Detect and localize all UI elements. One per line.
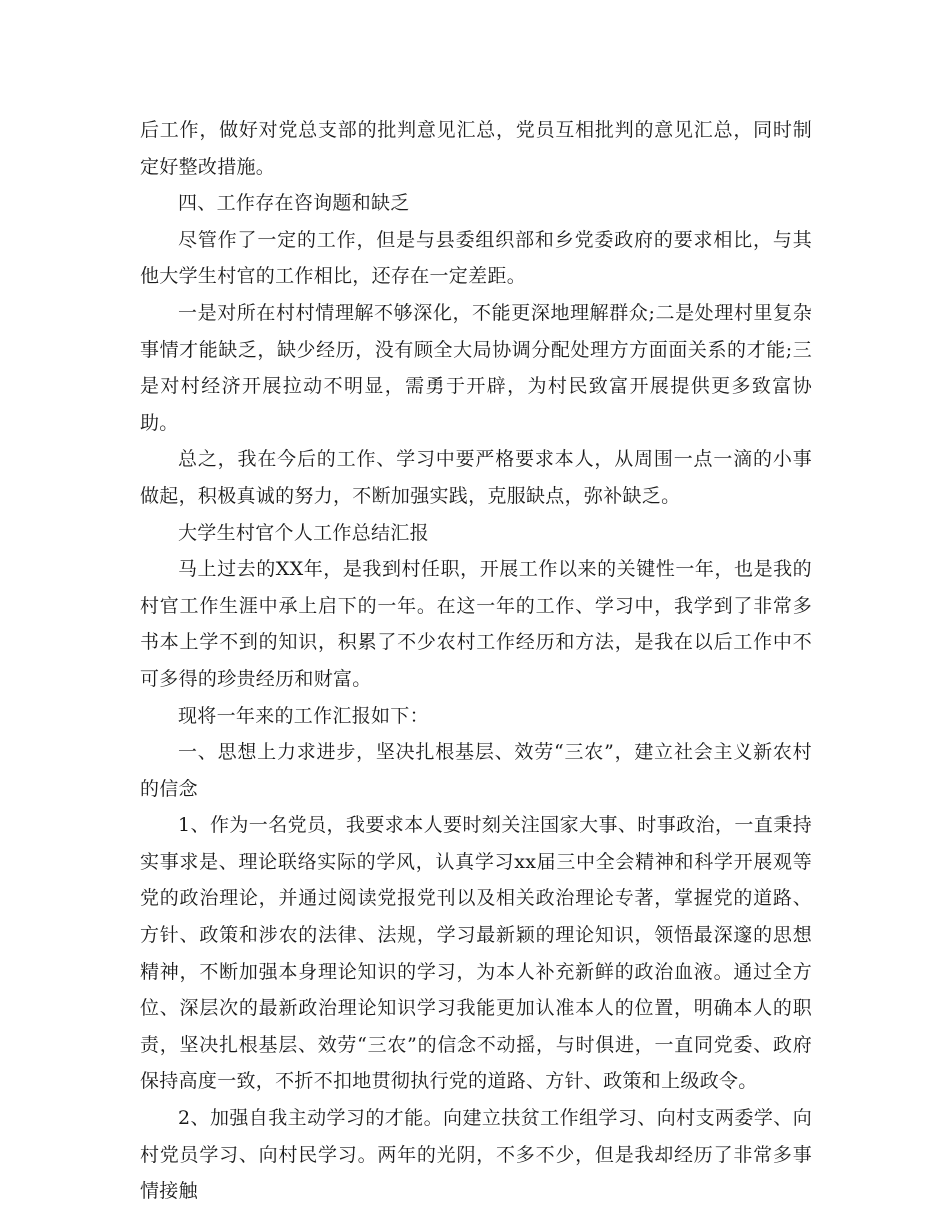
paragraph-rectification-measures: 后工作，做好对党总支部的批判意见汇总，党员互相批判的意见汇总，同时制定好整改措施。 [140,119,812,178]
paragraph-report-lead: 现将一年来的工作汇报如下： [178,704,429,727]
paragraph-item-2: 2、加强自我主动学习的才能。向建立扶贫工作组学习、向村支两委学、向村党员学习、向村民学习。两年的光阴，不多不少，但是我却经历了非常多事情接触 [140,1107,812,1203]
report-title: 大学生村官个人工作总结汇报 [178,521,429,544]
paragraph-gap: 尽管作了一定的工作，但是与县委组织部和乡党委政府的要求相比，与其他大学生村官的工作相比，还存在一定差距。 [140,228,812,288]
paragraph-item-1: 1、作为一名党员，我要求本人要时刻关注国家大事、时事政治，一直秉持实事求是、理论联络实际的学风，认真学习xx届三中全会精神和科学开展观等党的政治理论，并通过阅读党报党刊以及相关政治理论专著，掌握党的道路、方针、政策和涉农的法律、法规，学习最新颖的理论知识，领悟最深邃的思想精神，不断加强本身理论知识的学习，为本人补充新鲜的政治血液。通过全方位、深层次的最新政治理论知识学习我能更加认准本人的位置，明确本人的职责，坚决扎根基层、效劳“三农”的信念不动摇，与时俱进，一直同党委、政府保持高度一致，不折不扣地贯彻执行党的道路、方针、政策和上级政令。 [140,814,812,1093]
section-heading-problems: 四、工作存在咨询题和缺乏 [178,192,410,215]
paragraph-intro: 马上过去的XX年，是我到村任职，开展工作以来的关键性一年，也是我的村官工作生涯中承上启下的一年。在这一年的工作、学习中，我学到了非常多书本上学不到的知识，积累了不少农村工作经历和方法，是我在以后工作中不可多得的珍贵经历和财富。 [140,558,812,690]
document-body [140,112,812,1210]
paragraph-conclusion: 总之，我在今后的工作、学习中要严格要求本人，从周围一点一滴的小事做起，积极真诚的努力，不断加强实践，克服缺点，弥补缺乏。 [140,448,812,507]
paragraph-shortcomings: 一是对所在村村情理解不够深化，不能更深地理解群众;二是处理村里复杂事情才能缺乏，缺少经历，没有顾全大局协调分配处理方方面面关系的才能;三是对村经济开展拉动不明显，需勇于开辟，为村民致富开展提供更多致富协助。 [140,301,812,434]
section-heading-ideology: 一、思想上力求进步，坚决扎根基层、效劳“三农”，建立社会主义新农村的信念 [140,741,812,800]
